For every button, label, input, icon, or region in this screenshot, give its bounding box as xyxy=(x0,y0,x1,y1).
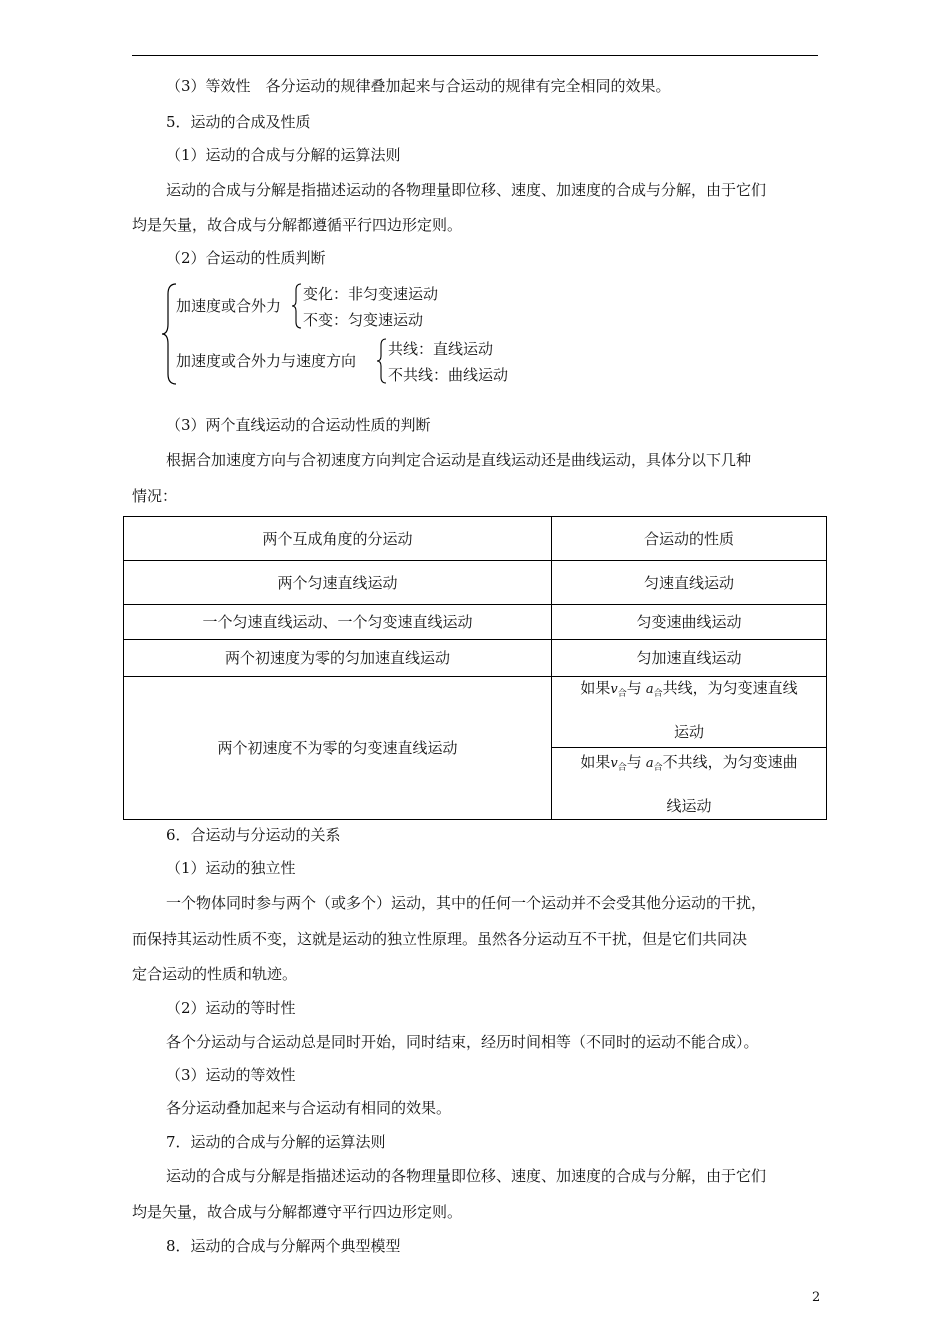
para-6-1-line2: 而保持其运动性质不变，这就是运动的独立性原理。虽然各分运动互不干扰，但是它们共同决 xyxy=(132,930,748,948)
subheading-5-1: （1）运动的合成与分解的运算法则 xyxy=(166,146,401,164)
para-equivalence: （3）等效性 各分运动的规律叠加起来与合运动的规律有完全相同的效果。 xyxy=(166,77,671,95)
table-cell-case-collinear: 如果$v_合$与 $a_合$共线，为匀变速直线 运动 xyxy=(580,679,798,741)
brace-group2-option-a: 共线：直线运动 xyxy=(388,340,494,358)
para-5-3-line2: 情况： xyxy=(132,487,178,505)
table-cell: 匀变速曲线运动 xyxy=(636,613,742,631)
brace-group2-label: 加速度或合外力与速度方向 xyxy=(176,352,357,370)
brace-group2-option-b: 不共线：曲线运动 xyxy=(388,366,509,384)
brace-group1-option-a: 变化：非匀变速运动 xyxy=(303,285,439,303)
para-6-1-line1: 一个物体同时参与两个（或多个）运动，其中的任何一个运动并不会受其他分运动的干扰， xyxy=(166,894,767,912)
subheading-6-2: （2）运动的等时性 xyxy=(166,999,296,1017)
table-cell: 一个匀速直线运动、一个匀变速直线运动 xyxy=(202,613,473,631)
subheading-5-3: （3）两个直线运动的合运动性质的判断 xyxy=(166,416,431,434)
table-cell: 匀加速直线运动 xyxy=(636,649,742,667)
table-cell: 匀速直线运动 xyxy=(643,573,734,592)
brace-group1-label: 加速度或合外力 xyxy=(176,297,282,315)
subheading-6-1: （1）运动的独立性 xyxy=(166,859,296,877)
subheading-5-2: （2）合运动的性质判断 xyxy=(166,249,326,267)
heading-6: 6．合运动与分运动的关系 xyxy=(166,826,341,844)
heading-8: 8．运动的合成与分解两个典型模型 xyxy=(166,1237,401,1255)
table-cell: 两个匀速直线运动 xyxy=(277,573,398,592)
table-cell-last-left: 两个初速度不为零的匀变速直线运动 xyxy=(217,739,458,757)
table-header-left: 两个互成角度的分运动 xyxy=(262,529,413,548)
para-5-3-line1: 根据合加速度方向与合初速度方向判定合运动是直线运动还是曲线运动，具体分以下几种 xyxy=(166,451,752,469)
para-7-line2: 均是矢量，故合成与分解都遵守平行四边形定则。 xyxy=(132,1203,463,1221)
table-cell-case-noncollinear: 如果$v_合$与 $a_合$不共线，为匀变速曲 线运动 xyxy=(580,753,798,815)
inner-brace-1-icon xyxy=(290,282,304,330)
table-cell: 两个初速度为零的匀加速直线运动 xyxy=(224,649,450,667)
para-6-1-line3: 定合运动的性质和轨迹。 xyxy=(132,965,298,983)
brace-group1-option-b: 不变：匀变速运动 xyxy=(303,311,424,329)
heading-7: 7．运动的合成与分解的运算法则 xyxy=(166,1133,386,1151)
para-6-2: 各个分运动与合运动总是同时开始，同时结束，经历时间相等（不同时的运动不能合成）。 xyxy=(166,1033,759,1051)
subheading-6-3: （3）运动的等效性 xyxy=(166,1066,296,1084)
para-6-3: 各分运动叠加起来与合运动有相同的效果。 xyxy=(166,1099,452,1117)
page-number: 2 xyxy=(812,1290,821,1305)
motion-nature-table xyxy=(123,516,827,820)
para-5-1-line1: 运动的合成与分解是指描述运动的各物理量即位移、速度、加速度的合成与分解，由于它们 xyxy=(166,181,767,199)
table-header-right: 合运动的性质 xyxy=(643,529,734,548)
para-5-1-line2: 均是矢量，故合成与分解都遵循平行四边形定则。 xyxy=(132,216,463,234)
inner-brace-2-icon xyxy=(375,337,389,385)
header-rule xyxy=(132,55,818,56)
para-7-line1: 运动的合成与分解是指描述运动的各物理量即位移、速度、加速度的合成与分解，由于它们 xyxy=(166,1167,767,1185)
heading-5: 5．运动的合成及性质 xyxy=(166,113,311,131)
